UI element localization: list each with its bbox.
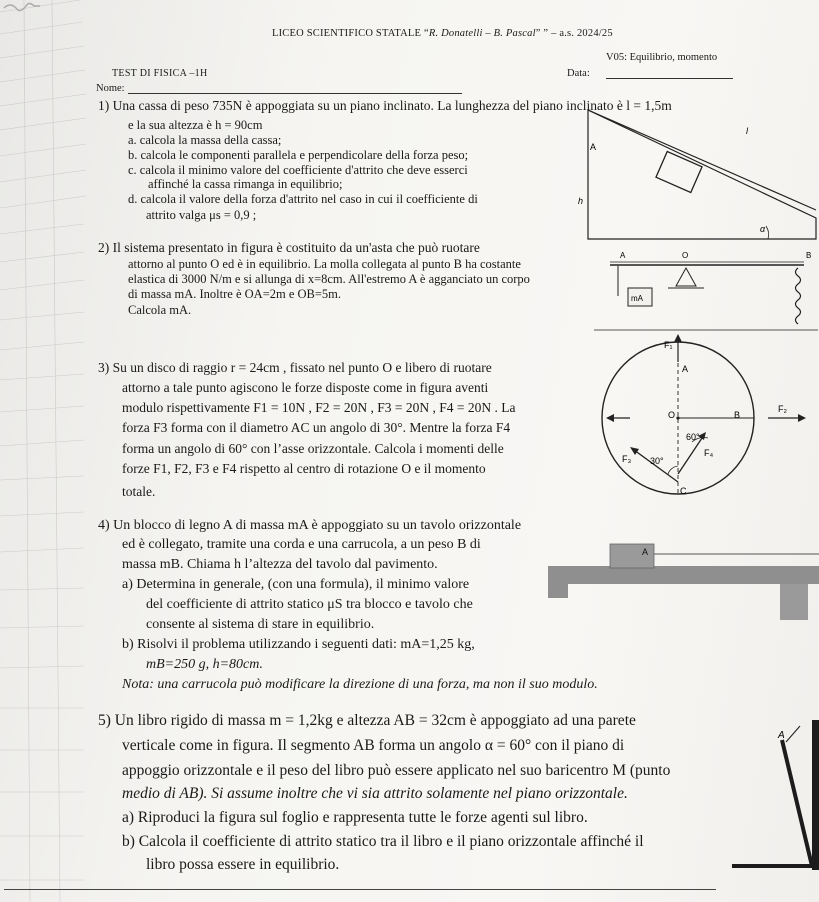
q1-label-h: h — [578, 196, 584, 206]
q3-disc-figure — [582, 338, 802, 508]
q3-line1: 3) Su un disco di raggio r = 24cm , fissato nel punto O e libero di ruotare — [98, 360, 492, 375]
q2-line2: attorno al punto O ed è in equilibrio. La molla collegata al punto B ha costante — [128, 257, 521, 271]
q1-line1: 1) Una cassa di peso 735N è appoggiata su un piano inclinato. La lunghezza del piano inclinato è l = 1,5m — [98, 98, 672, 113]
bottom-rule — [4, 888, 716, 890]
q1-item-d2: attrito valga μs = 0,9 ; — [146, 208, 257, 222]
q5-label-A: A — [778, 730, 785, 741]
q4-item-a2: del coefficiente di attrito statico μS tra blocco e tavolo che — [146, 597, 473, 612]
nome-field[interactable] — [128, 92, 462, 94]
q3-label-F3: F₃ — [622, 454, 632, 464]
q5-item-b2: libro possa essere in equilibrio. — [146, 856, 340, 873]
q2-line3: elastica di 3000 N/m e si allunga di x=8cm. All'estremo A è agganciato un corpo — [128, 272, 530, 286]
q2-label-B: B — [806, 251, 812, 260]
data-label: Data: — [567, 68, 590, 79]
q5-line1: 5) Un libro rigido di massa m = 1,2kg e altezza AB = 32cm è appoggiato ad una parete — [98, 712, 636, 729]
q5-line3: appoggio orizzontale e il peso del libro può essere applicato nel suo baricentro M (punto — [122, 762, 671, 779]
q4-item-b1: b) Risolvi il problema utilizzando i seguenti dati: mA=1,25 kg, — [122, 637, 475, 652]
q4-line3: massa mB. Chiama h l’altezza del tavolo dal pavimento. — [122, 557, 438, 572]
q2-line4: di massa mA. Inoltre è OA=2m e OB=5m. — [128, 287, 342, 301]
q1-item-a: a. calcola la massa della cassa; — [128, 133, 282, 147]
q4-item-a1: a) Determina in generale, (con una formula), il minimo valore — [122, 577, 470, 592]
q4-item-a3: consente al sistema di stare in equilibrio. — [146, 617, 375, 632]
q1-label-A: A — [590, 142, 597, 152]
nome-label: Nome: — [96, 83, 125, 94]
q3-line3: modulo rispettivamente F1 = 10N , F2 = 20N , F3 = 20N , F4 = 20N . La — [122, 400, 516, 415]
q3-label-O: O — [668, 410, 676, 420]
q1-line2: e la sua altezza è h = 90cm — [128, 118, 263, 132]
q3-line6: forze F1, F2, F3 e F4 rispetto al centro di rotazione O e il momento — [122, 461, 486, 476]
q5-book-wall-figure — [724, 720, 819, 890]
q3-line4: forza F3 forma con il diametro AC un angolo di 30°. Mentre la forza F4 — [122, 420, 511, 435]
q1-item-c2: affinché la cassa rimanga in equilibrio; — [148, 177, 343, 191]
q2-label-O: O — [682, 251, 689, 260]
q1-inclined-plane-figure — [578, 106, 818, 241]
data-field[interactable] — [606, 77, 733, 79]
q5-line4: medio di AB). Si assume inoltre che vi sia attrito solamente nel piano orizzontale. — [122, 785, 628, 802]
q4-item-b2: mB=250 g, h=80cm. — [146, 657, 263, 672]
q4-line2: ed è collegato, tramite una corda e una carrucola, a un peso B di — [122, 537, 481, 552]
q3-label-B: B — [734, 410, 741, 420]
q1-label-alpha: α — [760, 224, 766, 234]
q3-line7: totale. — [122, 484, 156, 499]
q4-line1: 4) Un blocco di legno A di massa mA è appoggiato su un tavolo orizzontale — [98, 518, 522, 533]
q3-label-F2: F₂ — [778, 404, 787, 414]
verifica-title: V05: Equilibrio, momento — [606, 52, 718, 63]
q3-label-F4: F₄ — [704, 448, 714, 458]
grid-paper-background — [0, 0, 90, 902]
test-title: TEST DI FISICA –1H — [112, 68, 208, 79]
q1-item-b: b. calcola le componenti parallela e perpendicolare della forza peso; — [128, 148, 469, 162]
q1-label-l: l — [746, 126, 748, 136]
q3-label-F1: F₁ — [664, 340, 673, 350]
q2-lever-figure — [594, 248, 819, 333]
school-header: LICEO SCIENTIFICO STATALE “R. Donatelli – B. Pascal” ” – a.s. 2024/25 — [272, 28, 613, 39]
q5-item-b1: b) Calcola il coefficiente di attrito statico tra il libro e il piano orizzontale affinché il — [122, 833, 644, 850]
q1-item-c1: c. calcola il minimo valore del coefficiente d'attrito che deve esserci — [128, 163, 468, 177]
q3-line2: attorno a tale punto agiscono le forze disposte come in figura aventi — [122, 380, 489, 395]
q4-table-pulley-figure — [548, 530, 819, 620]
q1-item-d1: d. calcola il valore della forza d'attrito nel caso in cui il coefficiente di — [128, 192, 478, 206]
q2-line1: 2) Il sistema presentato in figura è costituito da un'asta che può ruotare — [98, 240, 480, 255]
q5-line2: verticale come in figura. Il segmento AB forma un angolo α = 60° con il piano di — [122, 737, 625, 754]
q3-label-60: 60° — [686, 432, 700, 442]
q3-label-A: A — [682, 364, 689, 374]
q3-label-C: C — [680, 486, 687, 496]
q4-nota: Nota: una carrucola può modificare la direzione di una forza, ma non il suo modulo. — [122, 677, 598, 692]
q2-mass-label: mA — [631, 294, 643, 303]
q3-label-30: 30° — [650, 456, 664, 466]
q4-label-A: A — [642, 547, 649, 557]
q3-line5: forma un angolo di 60° con l’asse orizzontale. Calcola i momenti delle — [122, 441, 504, 456]
q5-item-a: a) Riproduci la figura sul foglio e rappresenta tutte le forze agenti sul libro. — [122, 809, 588, 826]
q2-label-A: A — [620, 251, 626, 260]
q2-line5: Calcola mA. — [128, 303, 192, 317]
